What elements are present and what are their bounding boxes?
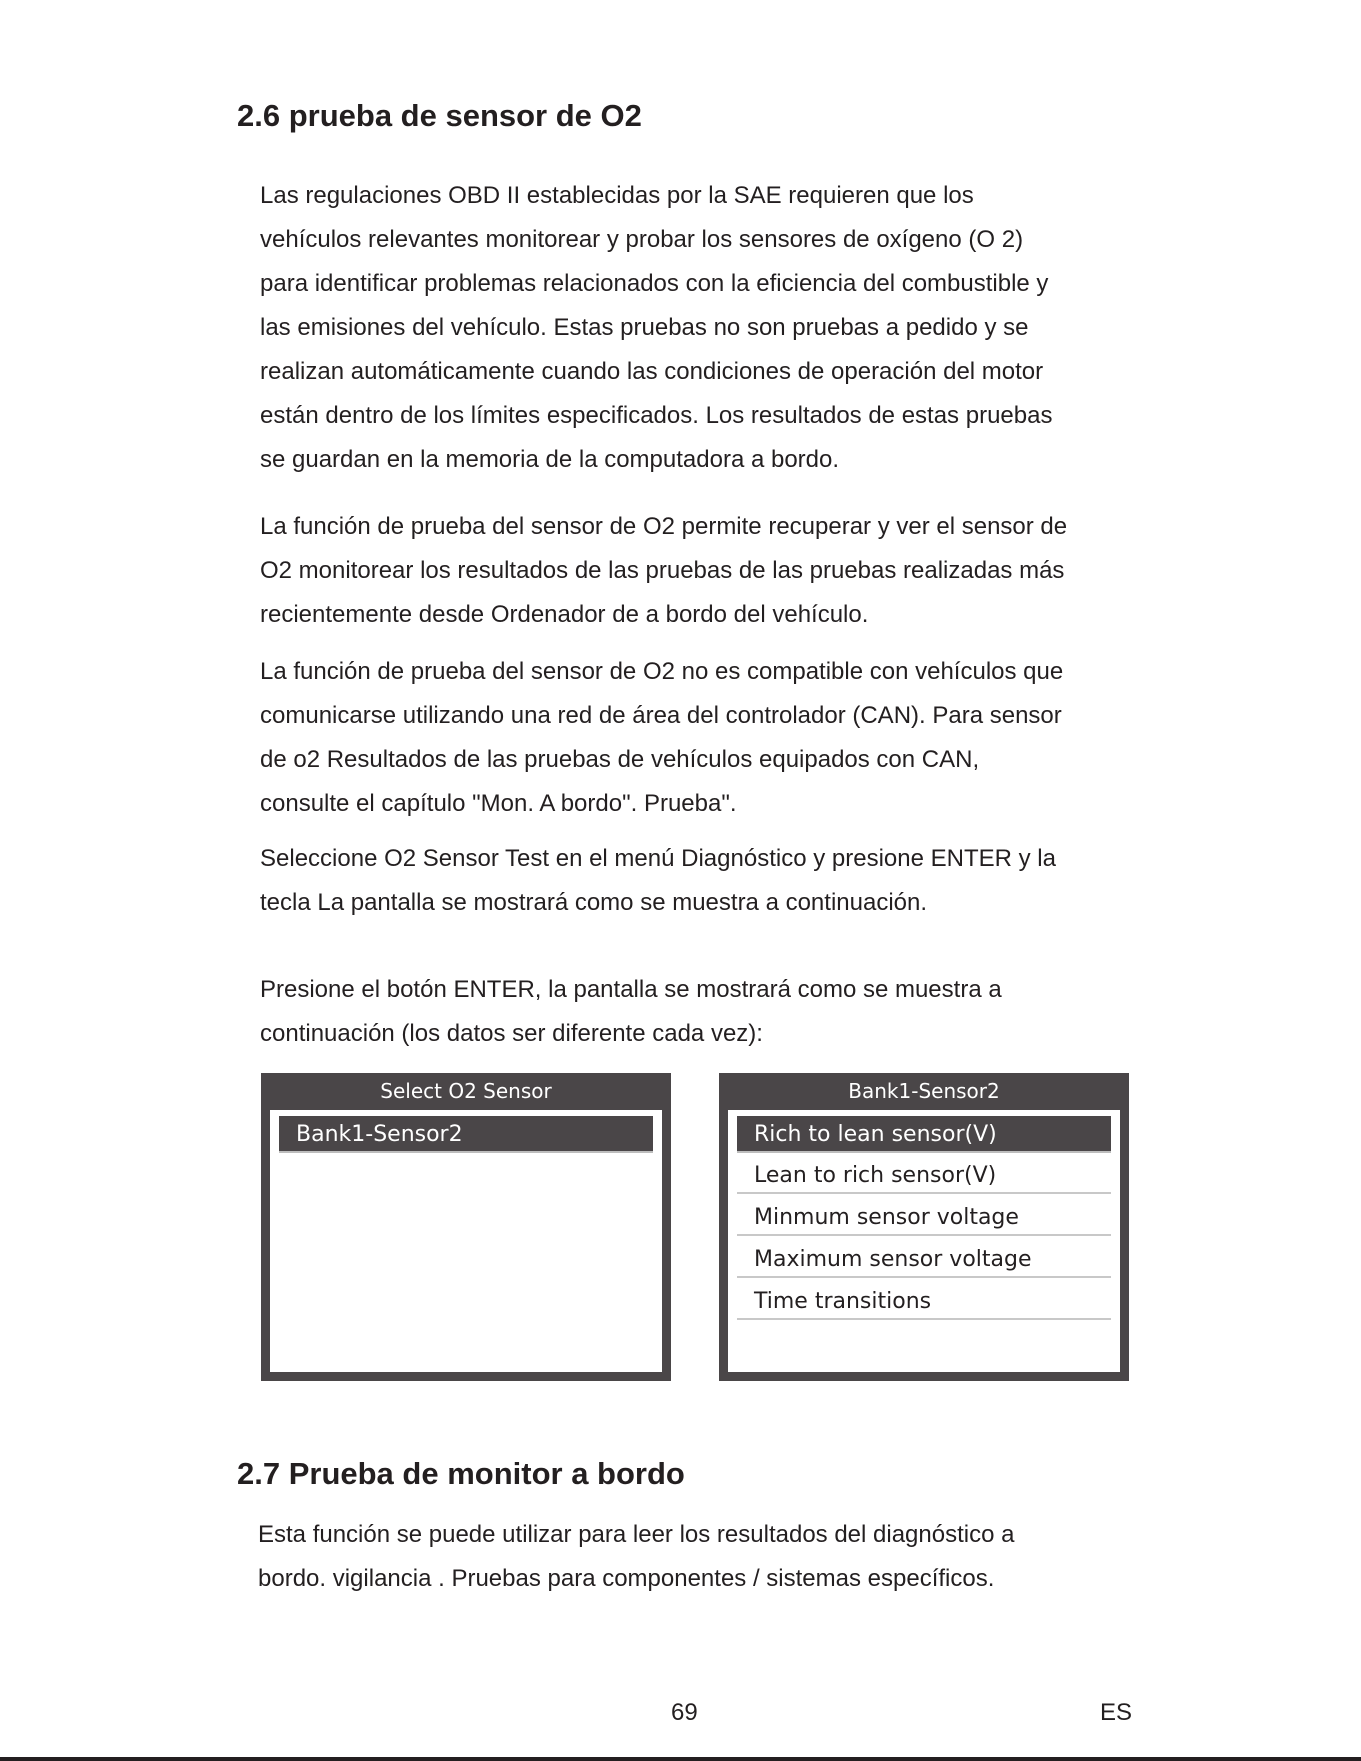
text-line: consulte el capítulo "Mon. A bordo". Prueba". [260, 790, 737, 817]
section-title-2-7: 2.7 Prueba de monitor a bordo [237, 1456, 685, 1491]
screen-title: Select O2 Sensor [380, 1079, 552, 1103]
list-item-maximum-voltage[interactable]: Maximum sensor voltage [737, 1241, 1111, 1278]
text-line: las emisiones del vehículo. Estas pruebas no son pruebas a pedido y se [260, 314, 1029, 341]
paragraph-o2-regulations [260, 174, 1130, 482]
screen-body [270, 1110, 662, 1372]
text-line: La función de prueba del sensor de O2 no es compatible con vehículos que [260, 658, 1064, 685]
list-item-minimum-voltage[interactable]: Minmum sensor voltage [737, 1199, 1111, 1236]
language-label: ES [1100, 1699, 1133, 1726]
text-line: continuación (los datos ser diferente cada vez): [260, 1020, 763, 1047]
text-line: vehículos relevantes monitorear y probar los sensores de oxígeno (O 2) [260, 226, 1024, 253]
screen-bank1-sensor2 [719, 1073, 1129, 1381]
list-item-rich-to-lean[interactable]: Rich to lean sensor(V) [737, 1116, 1111, 1153]
list-item-time-transitions[interactable]: Time transitions [737, 1283, 1111, 1320]
paragraph-press-enter [260, 968, 1130, 1056]
page-number: 69 [671, 1699, 698, 1726]
text-line: Esta función se puede utilizar para leer los resultados del diagnóstico a [258, 1521, 1015, 1548]
bottom-border [0, 1757, 1361, 1761]
text-line: se guardan en la memoria de la computadora a bordo. [260, 446, 840, 473]
text-line: Presione el botón ENTER, la pantalla se mostrará como se muestra a [260, 976, 1002, 1003]
text-line: comunicarse utilizando una red de área del controlador (CAN). Para sensor [260, 702, 1062, 729]
text-line: tecla La pantalla se mostrará como se muestra a continuación. [260, 889, 928, 916]
list-item-bank1-sensor2[interactable]: Bank1-Sensor2 [279, 1116, 653, 1153]
paragraph-onboard-monitor [258, 1513, 1128, 1601]
paragraph-select-test [260, 837, 1130, 925]
screen-title: Bank1-Sensor2 [848, 1079, 1000, 1103]
text-line: O2 monitorear los resultados de las pruebas de las pruebas realizadas más [260, 557, 1065, 584]
text-line: Las regulaciones OBD II establecidas por la SAE requieren que los [260, 182, 974, 209]
text-line: están dentro de los límites especificados. Los resultados de estas pruebas [260, 402, 1053, 429]
screen-body [728, 1110, 1120, 1372]
text-line: La función de prueba del sensor de O2 permite recuperar y ver el sensor de [260, 513, 1068, 540]
text-line: bordo. vigilancia . Pruebas para componentes / sistemas específicos. [258, 1565, 995, 1592]
text-line: recientemente desde Ordenador de a bordo del vehículo. [260, 601, 869, 628]
text-line: Seleccione O2 Sensor Test en el menú Diagnóstico y presione ENTER y la [260, 845, 1056, 872]
list-item-lean-to-rich[interactable]: Lean to rich sensor(V) [737, 1157, 1111, 1194]
text-line: de o2 Resultados de las pruebas de vehículos equipados con CAN, [260, 746, 980, 773]
paragraph-can-compatibility [260, 650, 1130, 826]
text-line: para identificar problemas relacionados con la eficiencia del combustible y [260, 270, 1049, 297]
text-line: realizan automáticamente cuando las condiciones de operación del motor [260, 358, 1044, 385]
paragraph-o2-function [260, 505, 1130, 637]
section-title-2-6: 2.6 prueba de sensor de O2 [237, 98, 642, 133]
screen-select-o2-sensor [261, 1073, 671, 1381]
